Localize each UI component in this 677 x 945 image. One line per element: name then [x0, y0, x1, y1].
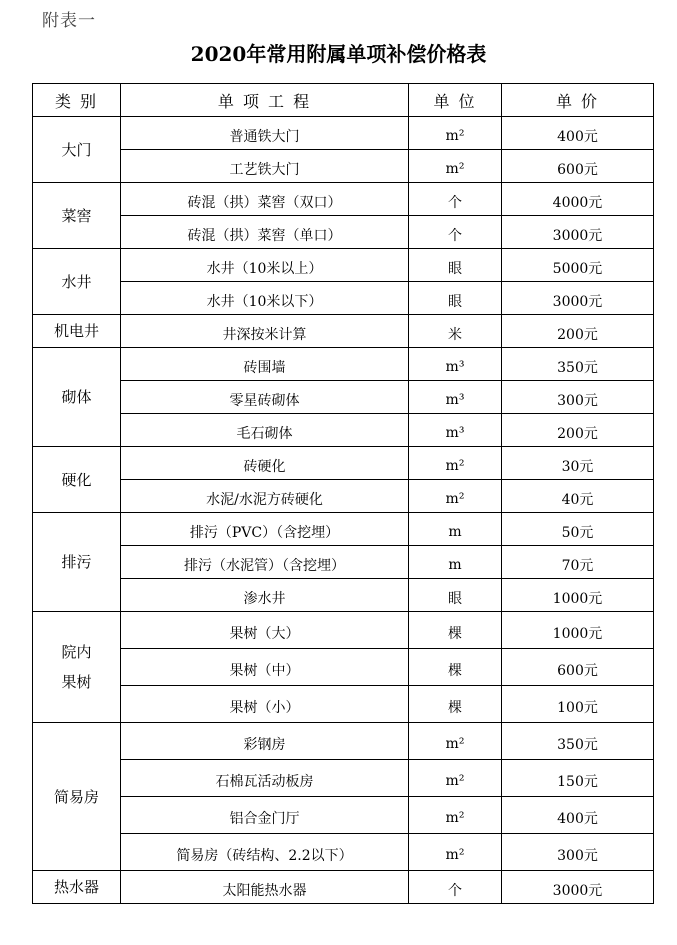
item-cell: 砖混（拱）菜窖（双口） — [121, 183, 409, 216]
price-cell: 200元 — [502, 315, 654, 348]
category-cell: 机电井 — [33, 315, 121, 348]
table-row — [33, 480, 654, 513]
price-cell: 300元 — [502, 834, 654, 871]
column-header-price: 单 价 — [502, 84, 654, 117]
unit-cell: m — [409, 546, 502, 579]
unit-cell: m² — [409, 480, 502, 513]
price-cell: 3000元 — [502, 282, 654, 315]
table-row — [33, 216, 654, 249]
category-cell: 硬化 — [33, 447, 121, 513]
item-cell: 铝合金门厅 — [121, 797, 409, 834]
table-row — [33, 183, 654, 216]
item-cell: 井深按米计算 — [121, 315, 409, 348]
item-cell: 工艺铁大门 — [121, 150, 409, 183]
category-cell: 水井 — [33, 249, 121, 315]
item-cell: 排污（水泥管）（含挖埋） — [121, 546, 409, 579]
table-row — [33, 649, 654, 686]
price-cell: 350元 — [502, 723, 654, 760]
item-cell: 零星砖砌体 — [121, 381, 409, 414]
table-row — [33, 315, 654, 348]
table-row — [33, 612, 654, 649]
price-cell: 5000元 — [502, 249, 654, 282]
item-cell: 渗水井 — [121, 579, 409, 612]
item-cell: 水井（10米以下） — [121, 282, 409, 315]
unit-cell: m³ — [409, 348, 502, 381]
price-cell: 30元 — [502, 447, 654, 480]
attachment-label: 附表一 — [42, 11, 96, 31]
unit-cell: m — [409, 513, 502, 546]
price-cell: 600元 — [502, 649, 654, 686]
column-header-category: 类 别 — [33, 84, 121, 117]
table-row — [33, 546, 654, 579]
unit-cell: 个 — [409, 216, 502, 249]
category-cell: 大门 — [33, 117, 121, 183]
unit-cell: m³ — [409, 414, 502, 447]
category-cell: 排污 — [33, 513, 121, 612]
table-row — [33, 414, 654, 447]
table-row — [33, 760, 654, 797]
page-title: 2020年常用附属单项补偿价格表 — [190, 42, 487, 66]
column-header-unit: 单 位 — [409, 84, 502, 117]
price-cell: 3000元 — [502, 871, 654, 904]
item-cell: 果树（中） — [121, 649, 409, 686]
table-row — [33, 797, 654, 834]
price-cell: 50元 — [502, 513, 654, 546]
unit-cell: m² — [409, 447, 502, 480]
table-row — [33, 871, 654, 904]
price-cell: 40元 — [502, 480, 654, 513]
price-cell: 200元 — [502, 414, 654, 447]
table-row — [33, 834, 654, 871]
unit-cell: 眼 — [409, 579, 502, 612]
table-row — [33, 282, 654, 315]
price-cell: 400元 — [502, 797, 654, 834]
table-row — [33, 686, 654, 723]
item-cell: 彩钢房 — [121, 723, 409, 760]
price-cell: 600元 — [502, 150, 654, 183]
unit-cell: 个 — [409, 183, 502, 216]
item-cell: 水泥/水泥方砖硬化 — [121, 480, 409, 513]
price-cell: 3000元 — [502, 216, 654, 249]
unit-cell: m³ — [409, 381, 502, 414]
item-cell: 果树（大） — [121, 612, 409, 649]
price-table — [32, 83, 654, 904]
item-cell: 水井（10米以上） — [121, 249, 409, 282]
unit-cell: m² — [409, 834, 502, 871]
price-cell: 1000元 — [502, 612, 654, 649]
category-cell: 院内果树 — [33, 612, 121, 723]
table-row — [33, 447, 654, 480]
table-row — [33, 117, 654, 150]
item-cell: 砖硬化 — [121, 447, 409, 480]
category-cell: 菜窖 — [33, 183, 121, 249]
price-cell: 300元 — [502, 381, 654, 414]
item-cell: 果树（小） — [121, 686, 409, 723]
item-cell: 砖混（拱）菜窖（单口） — [121, 216, 409, 249]
unit-cell: 棵 — [409, 649, 502, 686]
price-cell: 100元 — [502, 686, 654, 723]
table-row — [33, 381, 654, 414]
category-cell: 热水器 — [33, 871, 121, 904]
unit-cell: 眼 — [409, 282, 502, 315]
table-row — [33, 249, 654, 282]
unit-cell: 米 — [409, 315, 502, 348]
item-cell: 简易房（砖结构、2.2以下） — [121, 834, 409, 871]
price-cell: 350元 — [502, 348, 654, 381]
unit-cell: 棵 — [409, 612, 502, 649]
table-row — [33, 723, 654, 760]
item-cell: 太阳能热水器 — [121, 871, 409, 904]
category-cell: 砌体 — [33, 348, 121, 447]
table-row — [33, 513, 654, 546]
table-row — [33, 579, 654, 612]
price-cell: 1000元 — [502, 579, 654, 612]
unit-cell: 棵 — [409, 686, 502, 723]
unit-cell: m² — [409, 760, 502, 797]
table-row — [33, 150, 654, 183]
column-header-item: 单 项 工 程 — [121, 84, 409, 117]
item-cell: 石棉瓦活动板房 — [121, 760, 409, 797]
item-cell: 砖围墙 — [121, 348, 409, 381]
price-cell: 70元 — [502, 546, 654, 579]
price-cell: 150元 — [502, 760, 654, 797]
item-cell: 普通铁大门 — [121, 117, 409, 150]
price-cell: 400元 — [502, 117, 654, 150]
item-cell: 毛石砌体 — [121, 414, 409, 447]
unit-cell: m² — [409, 797, 502, 834]
unit-cell: m² — [409, 150, 502, 183]
item-cell: 排污（PVC）（含挖埋） — [121, 513, 409, 546]
unit-cell: m² — [409, 723, 502, 760]
table-row — [33, 348, 654, 381]
unit-cell: m² — [409, 117, 502, 150]
price-cell: 4000元 — [502, 183, 654, 216]
unit-cell: 个 — [409, 871, 502, 904]
category-cell: 简易房 — [33, 723, 121, 871]
unit-cell: 眼 — [409, 249, 502, 282]
table-header-row — [33, 84, 654, 117]
